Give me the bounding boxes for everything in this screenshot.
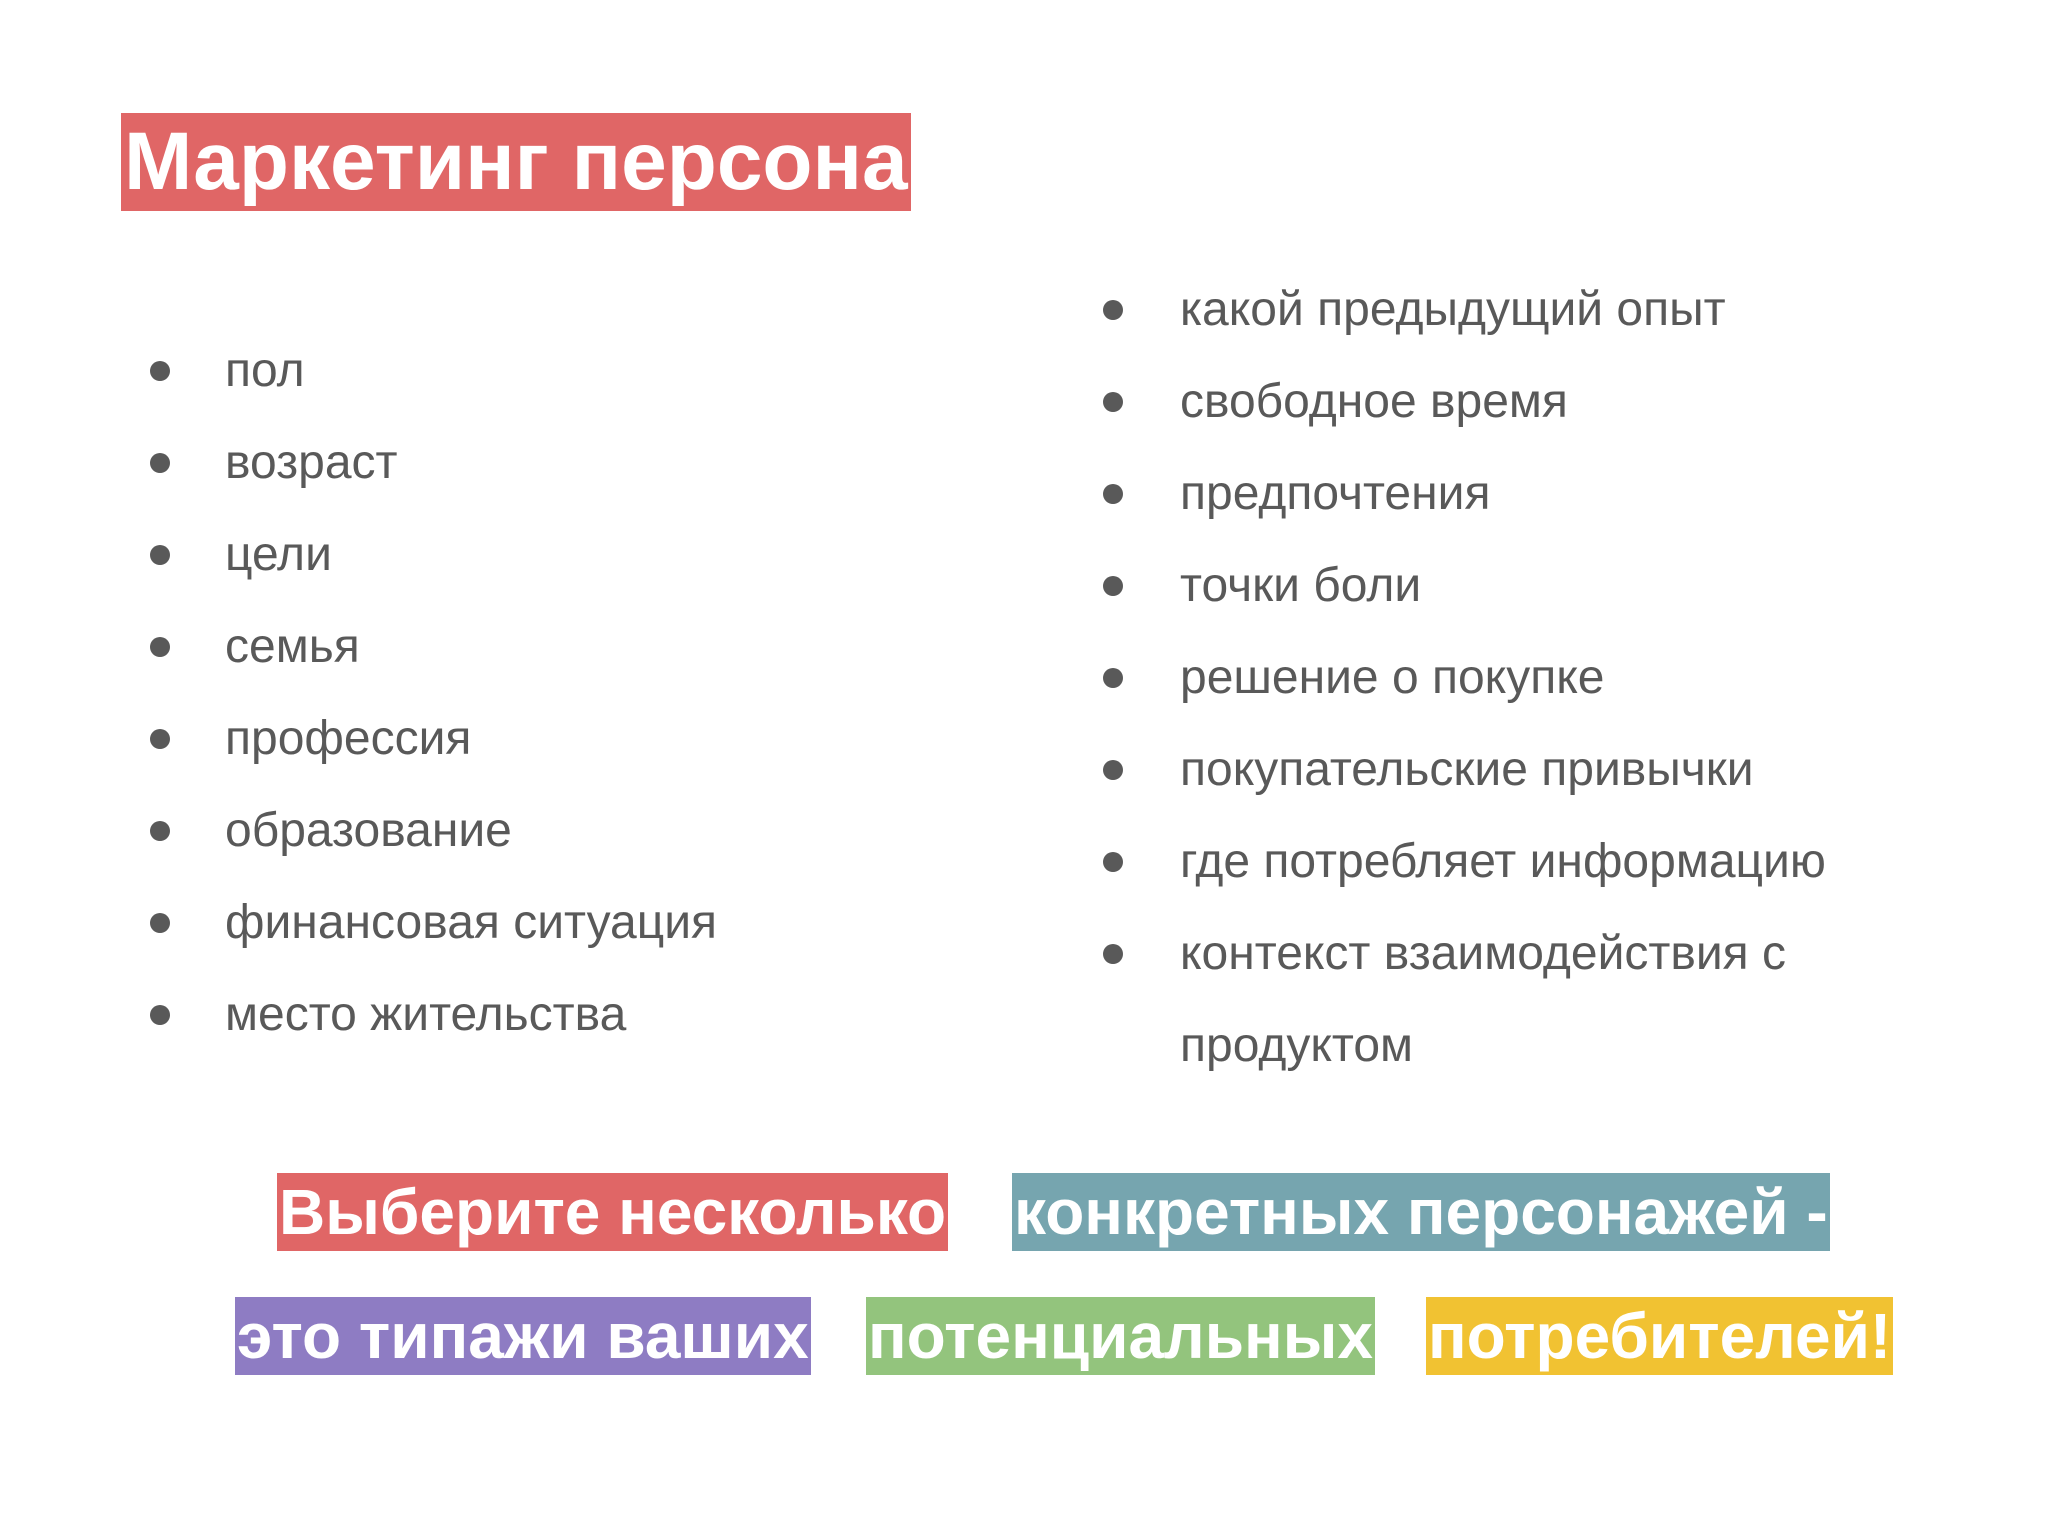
bullet-icon (1103, 760, 1123, 780)
right-attribute-list (1103, 264, 1900, 1092)
list-item-text: предпочтения (1180, 467, 1491, 520)
slide-title: Маркетинг персона (121, 113, 911, 211)
list-item-text: образование (225, 804, 512, 857)
bullet-icon (150, 361, 170, 381)
bullet-icon (150, 821, 170, 841)
list-item-text: профессия (225, 712, 472, 765)
bullet-icon (150, 913, 170, 933)
callout-highlight-purple: это типажи ваших (235, 1297, 811, 1375)
list-item-text: свободное время (1180, 375, 1568, 428)
list-item (150, 693, 717, 785)
list-item (1103, 356, 1900, 448)
list-item-text: решение о покупке (1180, 651, 1605, 704)
list-item (1103, 724, 1900, 816)
list-item (150, 601, 717, 693)
callout-highlight-green: потенциальных (866, 1297, 1375, 1375)
list-item-text: возраст (225, 436, 398, 489)
bullet-icon (150, 729, 170, 749)
list-item-text: какой предыдущий опыт (1180, 283, 1726, 336)
bullet-icon (150, 1005, 170, 1025)
list-item-text: финансовая ситуация (225, 896, 718, 949)
bullet-icon (1103, 852, 1123, 872)
list-item-text: место жительства (225, 988, 627, 1041)
list-item-text: пол (225, 344, 305, 397)
list-item-text: покупательские привычки (1180, 743, 1754, 796)
list-item (1103, 632, 1900, 724)
list-item-text: семья (225, 620, 360, 673)
callout-highlight-yellow: потребителей! (1426, 1297, 1893, 1375)
bullet-icon (150, 453, 170, 473)
list-item (1103, 908, 1900, 1092)
bullet-icon (1103, 944, 1123, 964)
list-item (150, 785, 717, 877)
list-item-text: контекст взаимодействия с продуктом (1180, 927, 1786, 1072)
left-attribute-list (150, 325, 717, 1061)
list-item (150, 417, 717, 509)
bullet-icon (1103, 668, 1123, 688)
list-item-text: точки боли (1180, 559, 1422, 612)
list-item (1103, 264, 1900, 356)
callout-highlight-red: Выберите несколько (277, 1173, 948, 1251)
bullet-icon (150, 637, 170, 657)
list-item (150, 969, 717, 1061)
bullet-icon (1103, 300, 1123, 320)
callout-highlight-teal: конкретных персонажей - (1012, 1173, 1830, 1251)
list-item-text: цели (225, 528, 332, 581)
list-item (150, 877, 717, 969)
bullet-icon (1103, 484, 1123, 504)
list-item-text: где потребляет информацию (1180, 835, 1826, 888)
list-item (1103, 816, 1900, 908)
list-item (1103, 448, 1900, 540)
list-item (1103, 540, 1900, 632)
list-item (150, 509, 717, 601)
bullet-icon (1103, 392, 1123, 412)
bullet-icon (150, 545, 170, 565)
bullet-icon (1103, 576, 1123, 596)
list-item (150, 325, 717, 417)
